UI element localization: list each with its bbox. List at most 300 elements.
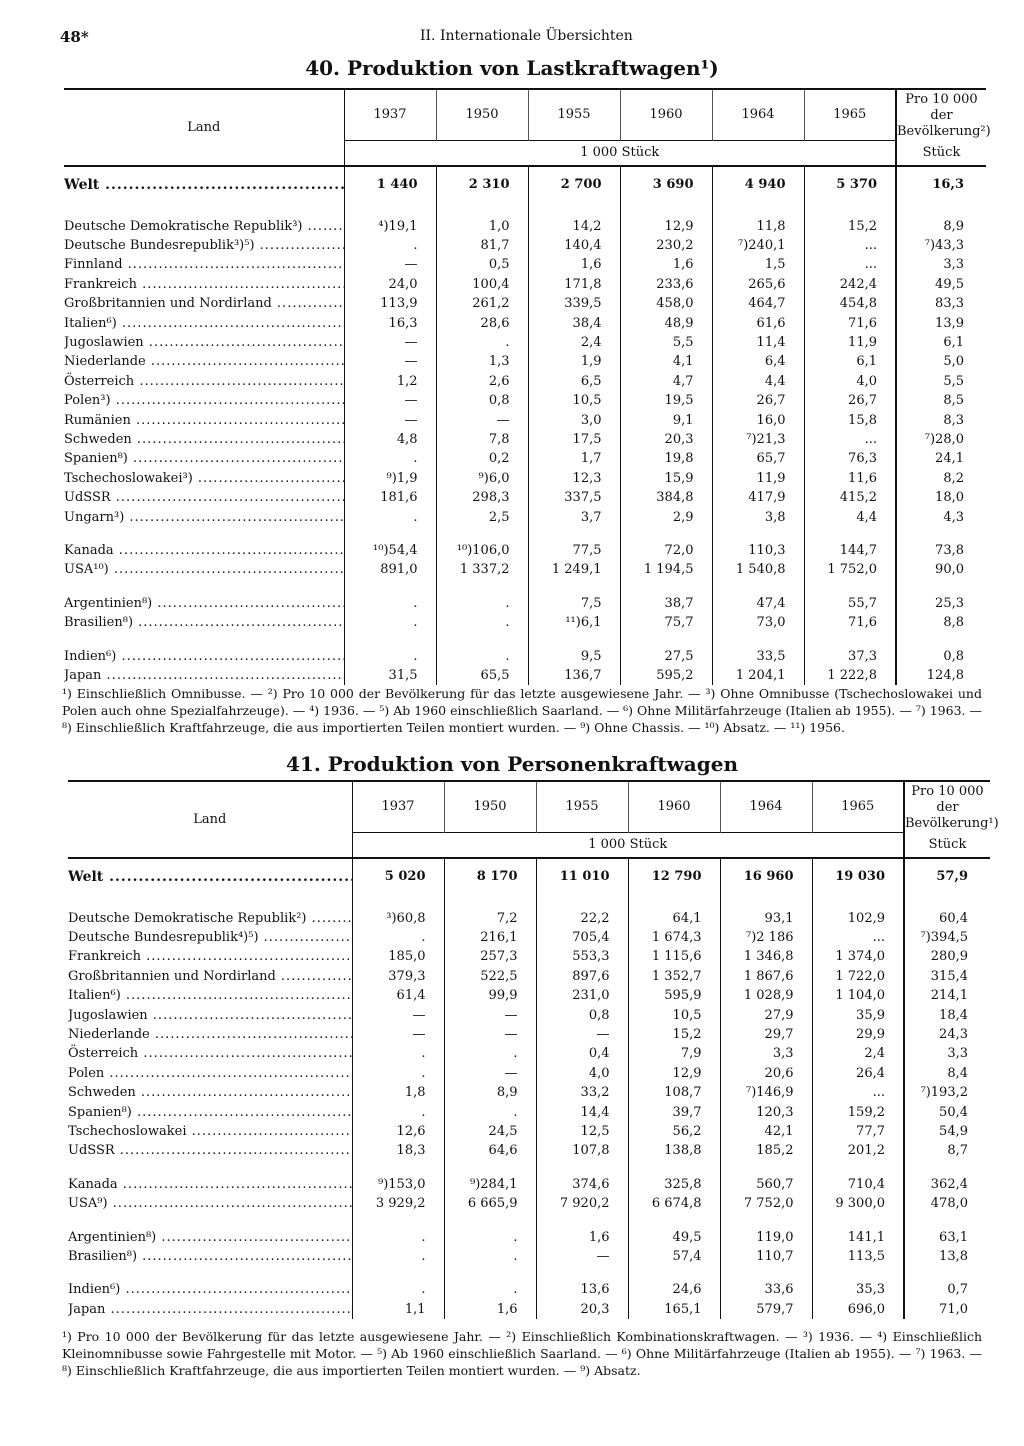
value-cell: 15,8: [804, 410, 896, 429]
country-cell: Deutsche Bundesrepublik³)⁵) .....: [64, 236, 344, 255]
value-cell: 464,7: [712, 294, 804, 313]
value-cell: 417,9: [712, 488, 804, 507]
value-cell: ¹¹)6,1: [528, 613, 620, 632]
value-cell: 14,2: [528, 217, 620, 236]
country-cell: USA⁹) .....: [68, 1194, 352, 1213]
table-row: [68, 928, 990, 947]
table-row: [64, 646, 986, 665]
value-cell: —: [344, 391, 436, 410]
value-cell: ⁴)19,1: [344, 217, 436, 236]
per-capita-cell: 18,4: [904, 1005, 990, 1024]
table-row: [68, 1247, 990, 1266]
land-header: Land: [68, 781, 352, 858]
table-40-footnotes: ¹) Einschließlich Omnibusse. — ²) Pro 10 000 der Bevölkerung für das letzte ausgewiesene Jahr. — ³) Ohne Omnibusse (Tschechoslowakei und Polen auch ohne Spezialfahrzeuge). — ⁴) 1936. — ⁵) Ab 1960 einschließlich Saarland. — ⁶) Ohne Militärfahrzeuge (Italien ab 1955). — ⁷) 1963. — ⁸) Einschließlich Kraftfahrzeuge, die aus importierten Teilen montiert wurden. — ⁹) Ohne Chassis. — ¹⁰) Absatz. — ¹¹) 1956.: [62, 686, 982, 735]
value-cell: 12,3: [528, 469, 620, 488]
value-cell: 705,4: [536, 928, 628, 947]
value-cell: .: [352, 1102, 444, 1121]
value-cell: —: [444, 1064, 536, 1083]
per-capita-cell: ⁷)43,3: [896, 236, 986, 255]
table-row: [64, 236, 986, 255]
value-cell: —: [344, 333, 436, 352]
value-cell: 71,6: [804, 613, 896, 632]
table-row: [64, 294, 986, 313]
value-cell: 19 030: [812, 858, 904, 895]
table-row: [64, 613, 986, 632]
value-cell: 595,9: [628, 986, 720, 1005]
value-cell: 1 204,1: [712, 666, 804, 685]
table-row: [68, 1300, 990, 1319]
value-cell: —: [436, 410, 528, 429]
per-capita-cell: 6,1: [896, 333, 986, 352]
value-cell: 1,6: [444, 1300, 536, 1319]
value-cell: 7,2: [444, 909, 536, 928]
value-cell: ⁹)153,0: [352, 1175, 444, 1194]
value-cell: 553,3: [536, 947, 628, 966]
country-cell: Tschechoslowakei .....: [68, 1122, 352, 1141]
year-header: 1965: [812, 781, 904, 832]
country-cell: Polen³) .....: [64, 391, 344, 410]
country-cell: UdSSR .....: [64, 488, 344, 507]
value-cell: 144,7: [804, 541, 896, 560]
value-cell: 35,3: [812, 1280, 904, 1299]
value-cell: 33,5: [712, 646, 804, 665]
value-cell: 4,1: [620, 352, 712, 371]
country-cell: UdSSR .....: [68, 1141, 352, 1160]
group-spacer: [68, 1213, 990, 1227]
year-header: 1955: [536, 781, 628, 832]
value-cell: 15,2: [804, 217, 896, 236]
value-cell: 28,6: [436, 313, 528, 332]
per-capita-cell: 63,1: [904, 1227, 990, 1246]
country-cell: Tschechoslowakei³) .....: [64, 469, 344, 488]
value-cell: —: [352, 1005, 444, 1024]
per-capita-cell: 13,8: [904, 1247, 990, 1266]
year-header: 1960: [628, 781, 720, 832]
table-40: [64, 88, 991, 685]
value-cell: .: [444, 1247, 536, 1266]
value-cell: 2 310: [436, 166, 528, 203]
value-cell: 61,6: [712, 313, 804, 332]
country-cell: Kanada .....: [68, 1175, 352, 1194]
per-capita-cell: ⁷)193,2: [904, 1083, 990, 1102]
value-cell: —: [344, 352, 436, 371]
value-cell: .: [352, 1044, 444, 1063]
value-cell: 12 790: [628, 858, 720, 895]
value-cell: 1,6: [528, 255, 620, 274]
group-spacer: [68, 895, 990, 909]
value-cell: 891,0: [344, 560, 436, 579]
value-cell: 0,8: [436, 391, 528, 410]
value-cell: 20,6: [720, 1064, 812, 1083]
country-cell: Brasilien⁸) .....: [64, 613, 344, 632]
value-cell: ...: [804, 255, 896, 274]
value-cell: 1 352,7: [628, 967, 720, 986]
value-cell: 374,6: [536, 1175, 628, 1194]
value-cell: ...: [804, 430, 896, 449]
section-title: II. Internationale Übersichten: [420, 28, 633, 44]
value-cell: 14,4: [536, 1102, 628, 1121]
value-cell: 138,8: [628, 1141, 720, 1160]
value-cell: 696,0: [812, 1300, 904, 1319]
group-spacer: [64, 632, 986, 646]
value-cell: 71,6: [804, 313, 896, 332]
per-capita-unit: Stück: [904, 832, 990, 858]
value-cell: 11,9: [712, 469, 804, 488]
value-cell: .: [436, 613, 528, 632]
table-row: [68, 967, 990, 986]
value-cell: 7 752,0: [720, 1194, 812, 1213]
value-cell: 4,8: [344, 430, 436, 449]
value-cell: 458,0: [620, 294, 712, 313]
group-spacer: [64, 580, 986, 594]
unit-header: 1 000 Stück: [344, 140, 896, 166]
value-cell: ⁷)146,9: [720, 1083, 812, 1102]
group-spacer: [68, 1161, 990, 1175]
per-capita-cell: 4,3: [896, 507, 986, 526]
value-cell: 12,9: [628, 1064, 720, 1083]
value-cell: 26,7: [712, 391, 804, 410]
per-capita-cell: 49,5: [896, 275, 986, 294]
value-cell: —: [444, 1025, 536, 1044]
value-cell: 37,3: [804, 646, 896, 665]
value-cell: 12,6: [352, 1122, 444, 1141]
per-capita-cell: 315,4: [904, 967, 990, 986]
value-cell: 4,4: [804, 507, 896, 526]
table-row: [68, 858, 990, 895]
table-row: [68, 1083, 990, 1102]
value-cell: 0,2: [436, 449, 528, 468]
value-cell: 9,1: [620, 410, 712, 429]
value-cell: 522,5: [444, 967, 536, 986]
country-cell: Italien⁶) .....: [68, 986, 352, 1005]
value-cell: 55,7: [804, 594, 896, 613]
value-cell: —: [444, 1005, 536, 1024]
value-cell: ⁹)6,0: [436, 469, 528, 488]
country-cell: Österreich .....: [68, 1044, 352, 1063]
table-row: [68, 1227, 990, 1246]
value-cell: .: [436, 594, 528, 613]
value-cell: 4,7: [620, 372, 712, 391]
value-cell: 1 104,0: [812, 986, 904, 1005]
unit-header: 1 000 Stück: [352, 832, 904, 858]
value-cell: 897,6: [536, 967, 628, 986]
table-row: [64, 488, 986, 507]
year-header: 1955: [528, 89, 620, 140]
per-capita-cell: 83,3: [896, 294, 986, 313]
value-cell: 13,6: [536, 1280, 628, 1299]
value-cell: 1 346,8: [720, 947, 812, 966]
value-cell: 113,5: [812, 1247, 904, 1266]
value-cell: 1,3: [436, 352, 528, 371]
value-cell: .: [344, 613, 436, 632]
table-row: [68, 1280, 990, 1299]
value-cell: .: [436, 333, 528, 352]
value-cell: 120,3: [720, 1102, 812, 1121]
value-cell: 6,5: [528, 372, 620, 391]
country-cell: Österreich .....: [64, 372, 344, 391]
per-capita-cell: 280,9: [904, 947, 990, 966]
value-cell: 4 940: [712, 166, 804, 203]
value-cell: 2,9: [620, 507, 712, 526]
country-cell: Niederlande .....: [64, 352, 344, 371]
value-cell: 24,5: [444, 1122, 536, 1141]
value-cell: 6 665,9: [444, 1194, 536, 1213]
value-cell: 61,4: [352, 986, 444, 1005]
value-cell: .: [352, 928, 444, 947]
per-capita-cell: 5,5: [896, 372, 986, 391]
group-spacer: [68, 1266, 990, 1280]
value-cell: 233,6: [620, 275, 712, 294]
value-cell: 579,7: [720, 1300, 812, 1319]
value-cell: 8 170: [444, 858, 536, 895]
value-cell: 33,6: [720, 1280, 812, 1299]
value-cell: 2,4: [812, 1044, 904, 1063]
value-cell: —: [352, 1025, 444, 1044]
per-capita-cell: 0,8: [896, 646, 986, 665]
table-row: [68, 986, 990, 1005]
country-cell: Finnland .....: [64, 255, 344, 274]
value-cell: 339,5: [528, 294, 620, 313]
country-cell: Niederlande .....: [68, 1025, 352, 1044]
value-cell: 257,3: [444, 947, 536, 966]
value-cell: 12,9: [620, 217, 712, 236]
table-row: [68, 1025, 990, 1044]
per-capita-cell: 478,0: [904, 1194, 990, 1213]
value-cell: 81,7: [436, 236, 528, 255]
value-cell: 1 194,5: [620, 560, 712, 579]
value-cell: 140,4: [528, 236, 620, 255]
value-cell: 3,8: [712, 507, 804, 526]
year-header: 1960: [620, 89, 712, 140]
value-cell: 19,8: [620, 449, 712, 468]
year-header: 1965: [804, 89, 896, 140]
value-cell: 72,0: [620, 541, 712, 560]
value-cell: .: [352, 1247, 444, 1266]
value-cell: 64,6: [444, 1141, 536, 1160]
value-cell: 110,3: [712, 541, 804, 560]
value-cell: 16 960: [720, 858, 812, 895]
value-cell: 136,7: [528, 666, 620, 685]
value-cell: 4,0: [536, 1064, 628, 1083]
value-cell: 9,5: [528, 646, 620, 665]
value-cell: 39,7: [628, 1102, 720, 1121]
per-capita-header: Pro 10 000 der Bevölkerung²): [896, 89, 986, 140]
table-row: [64, 507, 986, 526]
value-cell: 0,4: [536, 1044, 628, 1063]
per-capita-cell: 8,9: [896, 217, 986, 236]
per-capita-cell: ⁷)28,0: [896, 430, 986, 449]
value-cell: 595,2: [620, 666, 712, 685]
value-cell: 27,9: [720, 1005, 812, 1024]
value-cell: 24,0: [344, 275, 436, 294]
country-cell: Ungarn³) .....: [64, 507, 344, 526]
value-cell: 73,0: [712, 613, 804, 632]
value-cell: ¹⁰)106,0: [436, 541, 528, 560]
country-cell: Spanien⁸) .....: [64, 449, 344, 468]
per-capita-cell: 5,0: [896, 352, 986, 371]
value-cell: 3,7: [528, 507, 620, 526]
per-capita-cell: ⁷)394,5: [904, 928, 990, 947]
table-row: [64, 313, 986, 332]
per-capita-cell: 8,7: [904, 1141, 990, 1160]
per-capita-header: Pro 10 000 der Bevölkerung¹): [904, 781, 990, 832]
country-cell: Indien⁶) .....: [64, 646, 344, 665]
value-cell: 1,6: [620, 255, 712, 274]
per-capita-cell: 124,8: [896, 666, 986, 685]
value-cell: 231,0: [536, 986, 628, 1005]
year-header: 1964: [712, 89, 804, 140]
value-cell: 6,4: [712, 352, 804, 371]
value-cell: 165,1: [628, 1300, 720, 1319]
value-cell: 65,5: [436, 666, 528, 685]
group-spacer: [64, 527, 986, 541]
value-cell: .: [344, 507, 436, 526]
value-cell: .: [344, 646, 436, 665]
value-cell: 77,5: [528, 541, 620, 560]
value-cell: 1,5: [712, 255, 804, 274]
value-cell: 181,6: [344, 488, 436, 507]
table-row: [68, 1005, 990, 1024]
country-cell: Deutsche Demokratische Republik³) .....: [64, 217, 344, 236]
value-cell: 22,2: [536, 909, 628, 928]
value-cell: 1 028,9: [720, 986, 812, 1005]
value-cell: .: [344, 449, 436, 468]
value-cell: 19,5: [620, 391, 712, 410]
country-cell: Deutsche Demokratische Republik²) .....: [68, 909, 352, 928]
value-cell: 11,6: [804, 469, 896, 488]
value-cell: ...: [812, 1083, 904, 1102]
value-cell: ³)60,8: [352, 909, 444, 928]
value-cell: .: [444, 1227, 536, 1246]
value-cell: .: [352, 1227, 444, 1246]
per-capita-cell: 18,0: [896, 488, 986, 507]
country-cell: Japan .....: [64, 666, 344, 685]
table-41-title: 41. Produktion von Personenkraftwagen: [286, 752, 738, 776]
value-cell: 216,1: [444, 928, 536, 947]
table-row: [64, 255, 986, 274]
country-cell: Argentinien⁸) .....: [68, 1227, 352, 1246]
value-cell: 3 929,2: [352, 1194, 444, 1213]
value-cell: —: [344, 410, 436, 429]
value-cell: 3 690: [620, 166, 712, 203]
per-capita-cell: 24,1: [896, 449, 986, 468]
table-41-footnotes: ¹) Pro 10 000 der Bevölkerung für das letzte ausgewiesene Jahr. — ²) Einschließlich Kombinationskraftwagen. — ³) 1936. — ⁴) Einschließlich Kleinomnibusse sowie Fahrgestelle mit Motor. — ⁵) Ab 1960 einschließlich Saarland. — ⁶) Ohne Militärfahrzeuge (Italien ab 1955). — ⁷) 1963. — ⁸) Einschließlich Kraftfahrzeuge, die aus importierten Teilen montiert wurden. — ⁹) Absatz.: [62, 1329, 982, 1378]
value-cell: 8,9: [444, 1083, 536, 1102]
value-cell: ...: [804, 236, 896, 255]
value-cell: 1 374,0: [812, 947, 904, 966]
value-cell: 7,9: [628, 1044, 720, 1063]
value-cell: .: [436, 646, 528, 665]
value-cell: .: [444, 1280, 536, 1299]
country-cell: Japan .....: [68, 1300, 352, 1319]
value-cell: 710,4: [812, 1175, 904, 1194]
value-cell: 171,8: [528, 275, 620, 294]
table-row: [64, 275, 986, 294]
value-cell: 1 222,8: [804, 666, 896, 685]
value-cell: 141,1: [812, 1227, 904, 1246]
value-cell: 5 020: [352, 858, 444, 895]
value-cell: 64,1: [628, 909, 720, 928]
value-cell: 337,5: [528, 488, 620, 507]
per-capita-cell: 13,9: [896, 313, 986, 332]
value-cell: 113,9: [344, 294, 436, 313]
table-row: [68, 1175, 990, 1194]
year-header: 1950: [436, 89, 528, 140]
value-cell: 2 700: [528, 166, 620, 203]
value-cell: 15,2: [628, 1025, 720, 1044]
per-capita-cell: 71,0: [904, 1300, 990, 1319]
per-capita-cell: 25,3: [896, 594, 986, 613]
value-cell: ⁷)2 186: [720, 928, 812, 947]
value-cell: 102,9: [812, 909, 904, 928]
country-cell: Jugoslawien .....: [68, 1005, 352, 1024]
value-cell: 1,7: [528, 449, 620, 468]
country-cell: Welt .....: [64, 166, 344, 203]
table-41: [68, 780, 999, 1319]
value-cell: 6,1: [804, 352, 896, 371]
value-cell: 2,4: [528, 333, 620, 352]
value-cell: 1,0: [436, 217, 528, 236]
value-cell: 185,0: [352, 947, 444, 966]
value-cell: 10,5: [528, 391, 620, 410]
value-cell: 230,2: [620, 236, 712, 255]
value-cell: ¹⁰)54,4: [344, 541, 436, 560]
value-cell: 201,2: [812, 1141, 904, 1160]
per-capita-cell: 3,3: [896, 255, 986, 274]
table-row: [64, 449, 986, 468]
country-cell: Großbritannien und Nordirland .....: [68, 967, 352, 986]
table-row: [64, 352, 986, 371]
value-cell: 31,5: [344, 666, 436, 685]
value-cell: 77,7: [812, 1122, 904, 1141]
value-cell: 107,8: [536, 1141, 628, 1160]
value-cell: 18,3: [352, 1141, 444, 1160]
table-row: [68, 1102, 990, 1121]
table-row: [68, 1044, 990, 1063]
value-cell: 298,3: [436, 488, 528, 507]
value-cell: .: [444, 1044, 536, 1063]
country-cell: Indien⁶) .....: [68, 1280, 352, 1299]
value-cell: 4,0: [804, 372, 896, 391]
value-cell: 10,5: [628, 1005, 720, 1024]
value-cell: 0,8: [536, 1005, 628, 1024]
table-row: [64, 469, 986, 488]
value-cell: 49,5: [628, 1227, 720, 1246]
value-cell: 7 920,2: [536, 1194, 628, 1213]
year-header: 1950: [444, 781, 536, 832]
table-row: [64, 666, 986, 685]
value-cell: 265,6: [712, 275, 804, 294]
per-capita-cell: 8,8: [896, 613, 986, 632]
country-cell: Spanien⁸) .....: [68, 1102, 352, 1121]
value-cell: 1,9: [528, 352, 620, 371]
table-row: [68, 1194, 990, 1213]
value-cell: 159,2: [812, 1102, 904, 1121]
value-cell: 3,3: [720, 1044, 812, 1063]
page-header: [60, 28, 995, 50]
value-cell: 1 115,6: [628, 947, 720, 966]
value-cell: 15,9: [620, 469, 712, 488]
per-capita-cell: 60,4: [904, 909, 990, 928]
table-row: [68, 1064, 990, 1083]
land-header: Land: [64, 89, 344, 166]
value-cell: ...: [812, 928, 904, 947]
country-cell: Schweden .....: [68, 1083, 352, 1102]
value-cell: 38,4: [528, 313, 620, 332]
group-spacer: [64, 203, 986, 217]
value-cell: 560,7: [720, 1175, 812, 1194]
value-cell: 1,8: [352, 1083, 444, 1102]
